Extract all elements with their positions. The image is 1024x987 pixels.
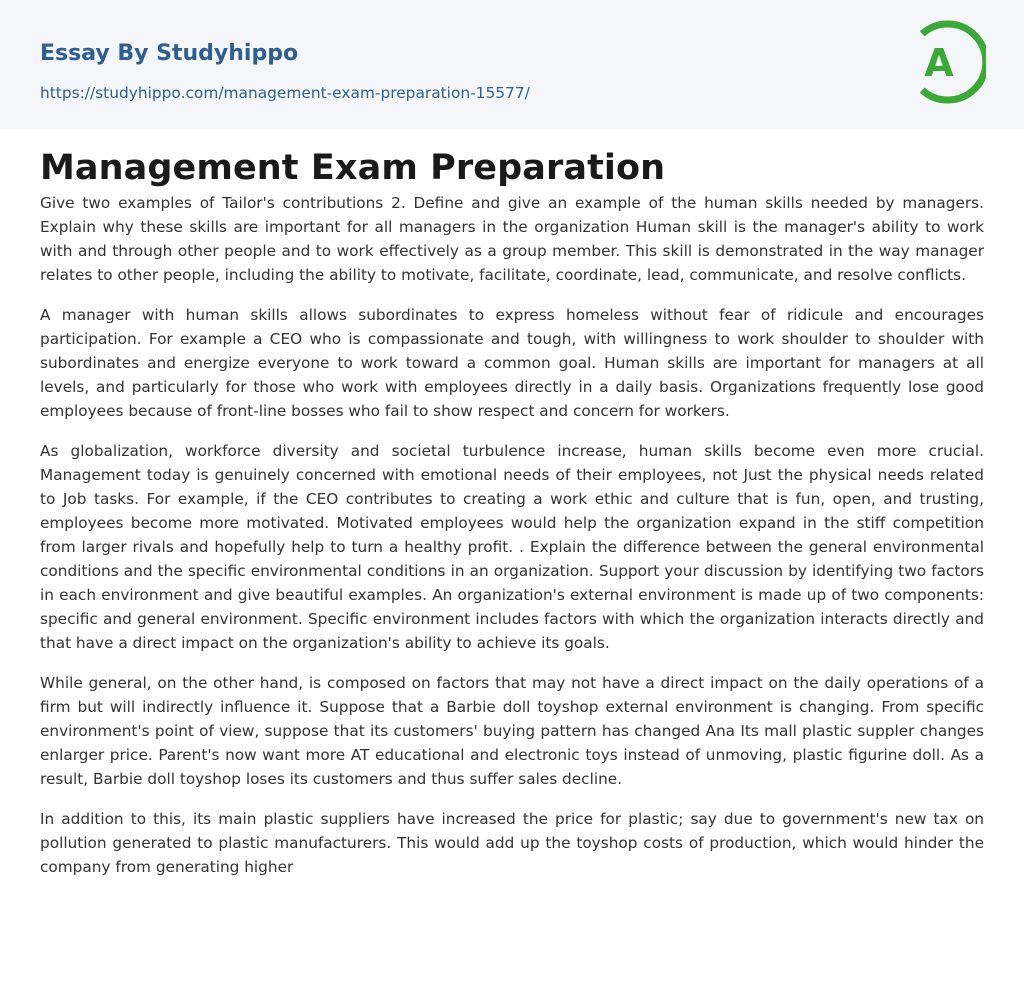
site-header (0, 0, 1024, 129)
article (0, 129, 1024, 879)
paragraph: A manager with human skills allows subordinates to express homeless without fear of ridicule and encourages participation. For example a CEO who is compassionate and tough, with willingness to work shoulder to shoulder with subordinates and energize everyone to work toward a common goal. Human skills are important for managers at all levels, and particularly for those who work with employees directly in a daily basis. Organizations frequently lose good employees because of front-line bosses who fail to show respect and concern for workers. (40, 306, 984, 420)
logo-graphic (912, 20, 986, 104)
logo-letter: A (924, 41, 954, 85)
paragraph: In addition to this, its main plastic suppliers have increased the price for plastic; say due to government's new tax on pollution generated to plastic manufacturers. This would add up the toyshop costs of production, which would hinder the company from generating higher (40, 810, 984, 876)
source-url-link[interactable]: https://studyhippo.com/management-exam-preparation-15577/ (40, 84, 530, 102)
paragraph: Give two examples of Tailor's contributions 2. Define and give an example of the human skills needed by managers. Explain why these skills are important for all managers in the organization Human skill is the manager's ability to work with and through other people and to work effectively as a group member. This skill is demonstrated in the way manager relates to other people, including the ability to motivate, facilitate, coordinate, lead, communicate, and resolve conflicts. (40, 194, 984, 284)
brand-title[interactable]: Essay By Studyhippo (40, 41, 299, 66)
paragraph: While general, on the other hand, is composed on factors that may not have a direct impact on the daily operations of a firm but will indirectly influence it. Suppose that a Barbie doll toyshop external environment is changing. From specific environment's point of view, suppose that its customers' buying pattern has changed Ana Its mall plastic suppler changes enlarger price. Parent's now want more AT educational and electronic toys instead of unmoving, plastic figurine doll. As a result, Barbie doll toyshop loses its customers and thus suffer sales decline. (40, 674, 984, 788)
studyhippo-logo-icon[interactable] (912, 20, 986, 104)
paragraph: As globalization, workforce diversity and societal turbulence increase, human skills become even more crucial. Management today is genuinely concerned with emotional needs of their employees, not Just the physical needs related to Job tasks. For example, if the CEO contributes to creating a work ethic and culture that is fun, open, and trusting, employees become more motivated. Motivated employees would help the organization expand in the stiff competition from larger rivals and hopefully help to turn a healthy profit. . Explain the difference between the general environmental conditions and the specific environmental conditions in an organization. Support your discussion by identifying two factors in each environment and give beautiful examples. An organization's external environment is made up of two components: specific and general environment. Specific environment includes factors with which the organization interacts directly and that have a direct impact on the organization's ability to achieve its goals. (40, 442, 984, 652)
page-title: Management Exam Preparation (40, 148, 666, 188)
